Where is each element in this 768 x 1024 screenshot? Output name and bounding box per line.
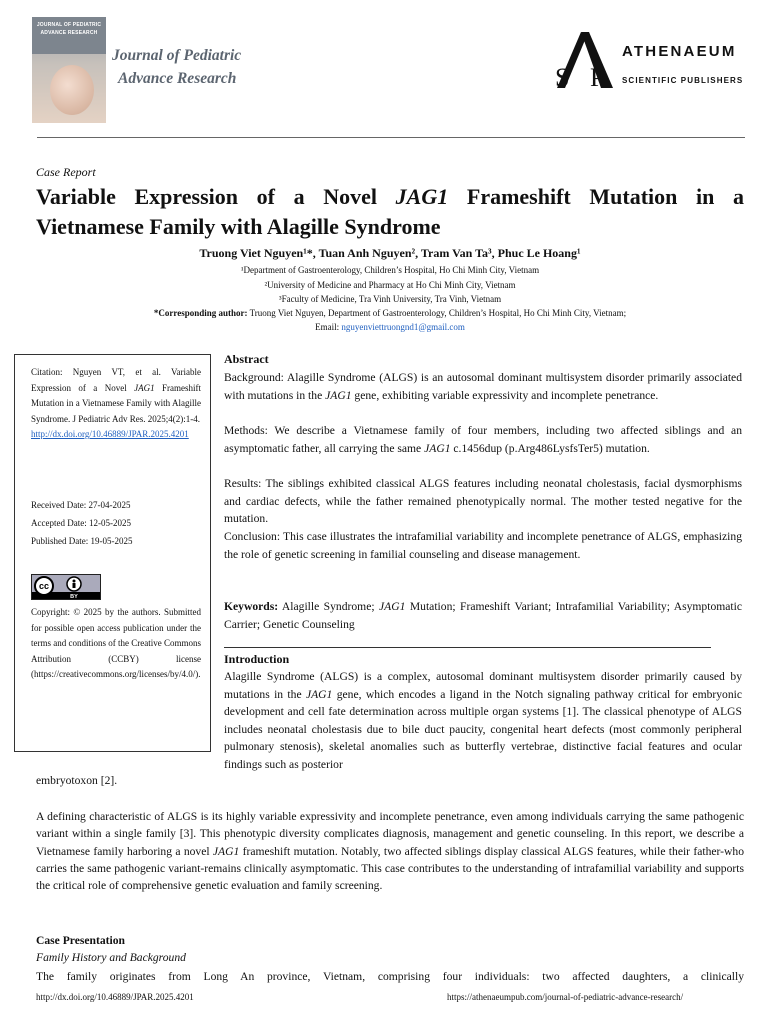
article-type: Case Report [36,165,96,179]
affiliation-3: ³Faculty of Medicine, Tra Vinh University, Tra Vinh, Vietnam [278,294,502,304]
affiliation-1: ¹Department of Gastroenterology, Children’s Hospital, Ho Chi Minh City, Vietnam [240,265,540,275]
keywords: Keywords: Alagille Syndrome; JAG1 Mutation; Frameshift Variant; Intrafamilial Variability; Asymptomatic Carrier; Genetic Counseling [224,600,742,631]
svg-text:cc: cc [38,581,50,591]
svg-text:BY: BY [70,594,78,600]
abstract-heading: Abstract [224,352,269,366]
abstract-background: Background: Alagille Syndrome (ALGS) is an autosomal dominant multisystem disorder primarily associated with mutations in the JAG1 gene, exhibiting variable expressivity and incomplete penetrance. [224,371,742,402]
journal-cover-image [32,17,106,123]
email-link[interactable]: nguyenviettruongnd1@gmail.com [341,322,465,332]
introduction-paragraph-2: A defining characteristic of ALGS is its highly variable expressivity and incomplete penetrance, even among individuals carrying the same pathogenic variant within a single family [3]. This phenotypic diversity complicates diagnosis, management and genetic counseling. In this report, we describe a Vietnamese family harboring a novel JAG1 frameshift mutation. Notably, two affected siblings display classical ALGS features, while their father-who carries the same pathogenic variant-remains clinically asymptomatic. This case contributes to the understanding of intrafamilial variability and supports the critical role of comprehensive genetic evaluation and family screening. [36,810,744,893]
article-title: Variable Expression of a Novel JAG1 Frameshift Mutation in a Vietnamese Family with Alagille Syndrome [36,184,744,239]
publisher-logo-icon [553,30,617,90]
introduction-paragraph-1-tail: embryotoxon [2]. [36,774,118,787]
copyright-notice: Copyright: © 2025 by the authors. Submitted for possible open access publication under the terms and conditions of the Creative Commons Attribution (CCBY) license (https://creativecommons.org/licenses/by/4.0/). [31,607,201,679]
published-date: Published Date: 19-05-2025 [31,536,133,546]
author-list: Truong Viet Nguyen¹*, Tuan Anh Nguyen², Tram Van Ta³, Phuc Le Hoang¹ [199,246,581,260]
introduction-paragraph-1: Alagille Syndrome (ALGS) is a complex, autosomal dominant multisystem disorder primarily caused by mutations in the JAG1 gene, which encodes a ligand in the Notch signaling pathway critical for embryonic development and cell fate determination across multiple organ systems [1]. The classical phenotype of ALGS includes neonatal cholestasis due to bile duct paucity, congenital heart defects (most commonly peripheral pulmonary stenosis), skeletal anomalies such as butterfly vertebrae, distinctive facial features and ocular findings such as posterior [224,670,743,771]
citation: Citation: Nguyen VT, et al. Variable Expression of a Novel JAG1 Frameshift Mutation in a Vietnamese Family with Alagille Syndrome. J Pediatric Adv Res. 2025;4(2):1-4. [31,367,201,424]
case-presentation-heading: Case Presentation [36,934,125,947]
article-info-box [14,354,211,752]
publisher-subtitle: SCIENTIFIC PUBLISHERS [622,76,744,85]
keywords-divider [224,647,711,648]
doi-link[interactable]: http://dx.doi.org/10.46889/JPAR.2025.4201 [31,429,189,439]
abstract-methods: Methods: We describe a Vietnamese family of four members, including two affected siblings and an asymptomatic father, all carrying the same JAG1 c.1456dup (p.Arg486LysfsTer5) mutation. [224,424,742,455]
journal-name: Journal of Pediatric Advance Research [112,47,242,87]
abstract-conclusion: Conclusion: This case illustrates the intrafamilial variability and incomplete penetrance of ALGS, emphasizing the role of genetic screening in familial counseling and disease management. [224,530,742,561]
cc-by-license-icon[interactable] [31,574,101,600]
email-line: Email: nguyenviettruongnd1@gmail.com [315,322,465,332]
case-paragraph: The family originates from Long An province, Vietnam, comprising four individuals: two affected daughters, a clinically [36,970,744,983]
footer-doi[interactable]: http://dx.doi.org/10.46889/JPAR.2025.4201 [36,992,194,1002]
footer-url[interactable]: https://athenaeumpub.com/journal-of-pediatric-advance-research/ [447,992,684,1002]
svg-text:P: P [590,63,605,90]
abstract-results: Results: The siblings exhibited classical ALGS features including neonatal cholestasis, facial dysmorphisms and cardiac defects, while the father remained phenotypically normal. The mother tested negative for the mutation. [224,477,742,525]
received-date: Received Date: 27-04-2025 [31,500,131,510]
introduction-heading: Introduction [224,652,290,666]
affiliation-2: ²University of Medicine and Pharmacy at Ho Chi Minh City, Vietnam [264,280,516,290]
header-divider [37,137,745,138]
corresponding-author: *Corresponding author: Truong Viet Nguyen, Department of Gastroenterology, Children’s Hospital, Ho Chi Minh City, Vietnam; [153,308,627,318]
svg-text:S: S [555,63,570,90]
publisher-name: ATHENAEUM [622,43,737,60]
case-subheading: Family History and Background [36,951,186,964]
cover-title: JOURNAL OF PEDIATRIC ADVANCE RESEARCH [36,22,102,36]
accepted-date: Accepted Date: 12-05-2025 [31,518,131,528]
